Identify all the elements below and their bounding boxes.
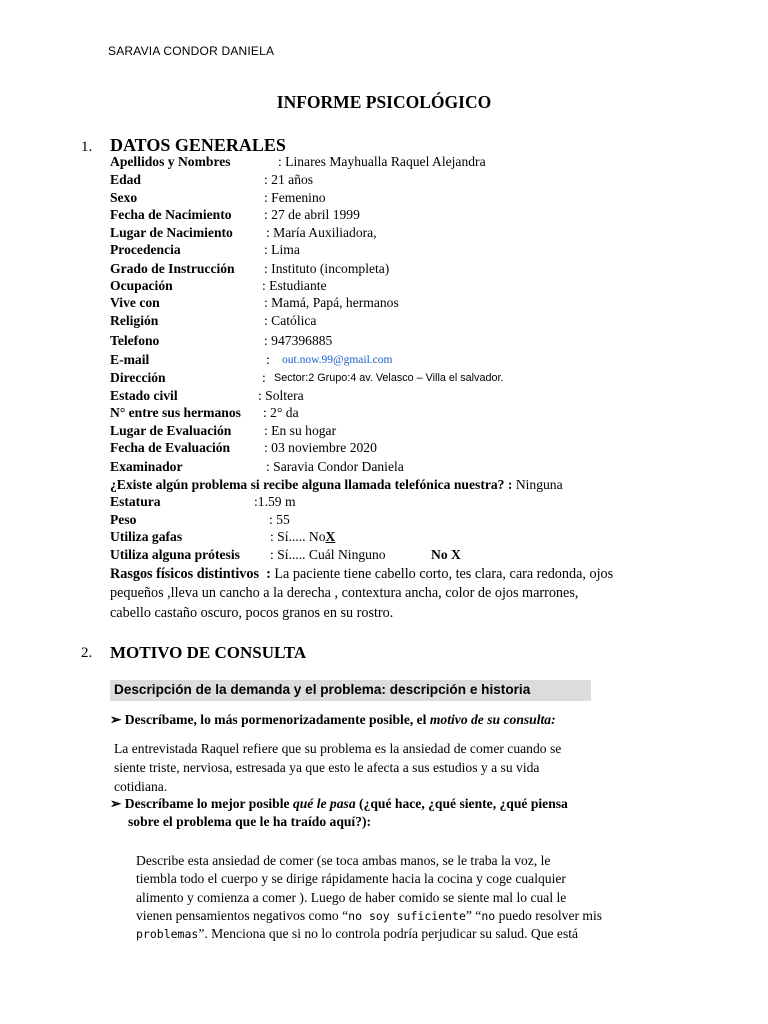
protesis-value: : Sí..... Cuál Ninguno: [270, 547, 386, 562]
field-value: : Estudiante: [262, 278, 327, 293]
rasgos-line1: La paciente tiene cabello corto, tes clara, cara redonda, ojos: [274, 566, 614, 582]
field-label: Ocupación: [110, 278, 173, 293]
field-label: Lugar de Nacimiento: [110, 225, 233, 240]
field-label: Fecha de Nacimiento: [110, 207, 232, 222]
bullet-motivo: ➢ Descríbame, lo más pormenorizadamente posible, el motivo de su consulta:: [110, 712, 556, 727]
field-label: Telefono: [110, 333, 160, 348]
peso-label: Peso: [110, 512, 137, 527]
field-value: : 2° da: [263, 405, 299, 420]
header-author: SARAVIA CONDOR DANIELA: [108, 44, 275, 58]
field-value: : Lima: [264, 242, 300, 257]
field-value: : Soltera: [258, 388, 304, 403]
field-value: : Católica: [264, 313, 317, 328]
field-label: Vive con: [110, 295, 160, 310]
phone-call-answer: Ninguna: [515, 477, 563, 492]
field-value: :: [262, 370, 266, 385]
field-label: E-mail: [110, 352, 150, 367]
field-label: Fecha de Evaluación: [110, 440, 231, 455]
estatura-value: :1.59 m: [254, 494, 296, 509]
field-value: : 947396885: [264, 333, 333, 348]
field-label: Estado civil: [110, 388, 178, 403]
field-label: Sexo: [110, 190, 138, 205]
peso-value: : 55: [269, 512, 290, 527]
rasgos-label: Rasgos físicos distintivos: [110, 566, 259, 582]
bullet-que-le-pasa-line2: sobre el problema que le ha traído aquí?):: [128, 814, 372, 829]
rasgos-line2: pequeños ,lleva un cancho a la derecha , contextura ancha, color de ojos marrones,: [110, 585, 579, 601]
email-value[interactable]: out.now.99@gmail.com: [282, 354, 393, 366]
field-value: : Femenino: [264, 190, 326, 205]
field-label: Dirección: [110, 370, 166, 385]
protesis-label: Utiliza alguna prótesis: [110, 547, 240, 562]
rasgos-line3: cabello castaño oscuro, pocos granos en su rostro.: [110, 605, 394, 621]
field-value: : En su hogar: [264, 423, 337, 438]
field-value: : 21 años: [264, 172, 314, 187]
field-label: Apellidos y Nombres: [110, 154, 231, 169]
field-value: : 27 de abril 1999: [264, 207, 360, 222]
field-label: Grado de Instrucción: [110, 261, 235, 276]
phone-call-question-row: [110, 477, 563, 493]
field-value: : María Auxiliadora,: [266, 225, 377, 240]
field-label: N° entre sus hermanos: [110, 405, 241, 420]
document-title: INFORME PSICOLÓGICO: [276, 92, 492, 112]
address-value: Sector:2 Grupo:4 av. Velasco – Villa el salvador.: [274, 372, 504, 384]
phone-call-question: ¿Existe algún problema si recibe alguna llamada telefónica nuestra? :: [110, 477, 513, 492]
field-label: Examinador: [110, 459, 183, 474]
field-value: : Mamá, Papá, hermanos: [264, 295, 399, 310]
field-value: : Instituto (incompleta): [264, 261, 390, 276]
field-value: : Linares Mayhualla Raquel Alejandra: [278, 154, 486, 169]
section2-title: MOTIVO DE CONSULTA: [110, 643, 307, 662]
arrow-bullet-icon: ➢: [110, 796, 122, 811]
field-value: : 03 noviembre 2020: [264, 440, 377, 455]
section2-number: 2.: [81, 645, 93, 661]
arrow-bullet-icon: ➢: [110, 712, 122, 727]
section1-title: DATOS GENERALES: [110, 135, 286, 155]
field-label: Edad: [110, 172, 141, 187]
gafas-value: : Sí..... NoX: [270, 529, 336, 544]
field-label: Religión: [110, 313, 159, 328]
bullet-que-le-pasa: ➢ Descríbame lo mejor posible qué le pasa (¿qué hace, ¿qué siente, ¿qué piensa: [110, 796, 568, 811]
field-value: :: [266, 352, 270, 367]
field-label: Procedencia: [110, 242, 181, 257]
gafas-label: Utiliza gafas: [110, 529, 183, 544]
demand-description-heading: Descripción de la demanda y el problema: descripción e historia: [114, 682, 531, 697]
gafas-mark: X: [325, 529, 336, 544]
field-value: : Saravia Condor Daniela: [266, 459, 404, 474]
paragraph-ansiedad: Describe esta ansiedad de comer (se toca ambas manos, se le traba la voz, le tiembla todo el cuerpo y se dirige rápidamente hacia la cocina y coge cualquier alimento y comienza a comer ). Luego de haber comido se siente mal lo cual le vienen pensamientos negativos como “no soy suficiente” “no puedo resolver mis problemas”. Menciona que si no lo controla podría perjudicar su salud. Que está: [136, 853, 603, 942]
estatura-label: Estatura: [110, 494, 161, 509]
protesis-no: No X: [431, 547, 461, 562]
rasgos-row: Rasgos físicos distintivos : La paciente tiene cabello corto, tes clara, cara redonda, ojos: [110, 566, 614, 582]
paragraph-motivo: La entrevistada Raquel refiere que su problema es la ansiedad de comer cuando se siente triste, nerviosa, estresada ya que esto le afecta a sus estudios y a su vida cotidiana.: [114, 741, 562, 794]
field-label: Lugar de Evaluación: [110, 423, 232, 438]
section1-number: 1.: [81, 139, 93, 155]
